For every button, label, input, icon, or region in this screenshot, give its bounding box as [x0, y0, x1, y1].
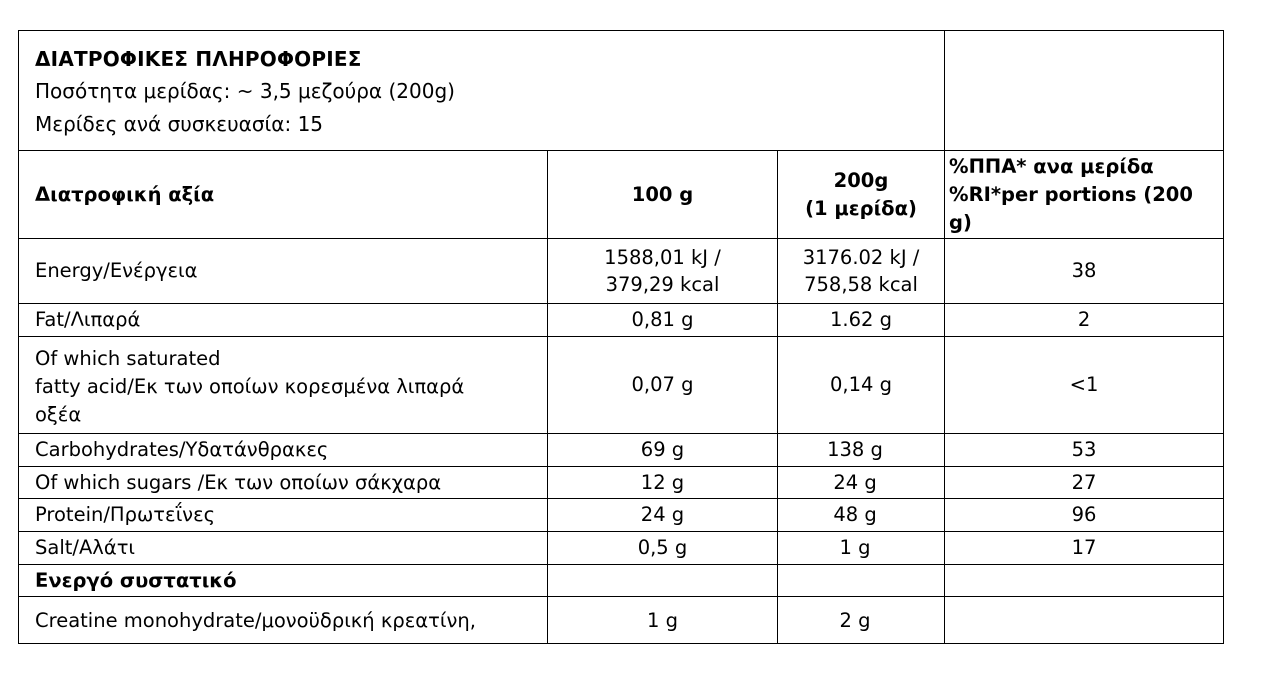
table-row: [19, 336, 1224, 433]
value-energy-200g: [778, 239, 945, 304]
nutrition-header-cell: [19, 31, 945, 151]
value-saturated-fat-ri: <1: [945, 336, 1224, 433]
value-salt-200g: 1 g: [778, 531, 945, 564]
row-label-sugars: Of which sugars /Εκ των οποίων σάκχαρα: [19, 466, 548, 499]
row-label-saturated-fat-line1: Of which saturated: [35, 347, 221, 371]
value-energy-100g: [548, 239, 778, 304]
value-sugars-200g: 24 g: [778, 466, 945, 499]
value-salt-100g: 0,5 g: [548, 531, 778, 564]
servings-per-container-text: Μερίδες ανά συσκευασία: 15: [35, 111, 324, 136]
value-fat-200g: 1.62 g: [778, 304, 945, 337]
table-row: [19, 597, 1224, 644]
value-energy-200g-kj: 3176.02 kJ /: [802, 245, 920, 269]
page-bottom-clip: [0, 646, 1262, 688]
page-title: ΔΙΑΤΡΟΦΙΚΕΣ ΠΛΗΡΟΦΟΡΙΕΣ: [35, 47, 362, 71]
table-row: [19, 304, 1224, 337]
header-empty-cell: [945, 31, 1224, 151]
serving-size-text: Ποσότητα μερίδας: ~ 3,5 μεζούρα (200g): [35, 79, 455, 104]
column-header-per-portion-line2: (1 μερίδα): [805, 196, 917, 220]
column-header-per-portion: [778, 151, 945, 239]
column-header-per-100g: 100 g: [548, 151, 778, 239]
row-label-saturated-fat-line2: fatty acid/Εκ των οποίων κορεσμένα λιπαρά: [35, 375, 465, 399]
row-label-energy: Energy/Ενέργεια: [19, 239, 548, 304]
table-row: [19, 499, 1224, 532]
value-sugars-100g: 12 g: [548, 466, 778, 499]
value-energy-100g-kj: 1588,01 kJ /: [604, 245, 721, 269]
value-creatine-ri: [945, 597, 1224, 644]
value-creatine-100g: 1 g: [548, 597, 778, 644]
table-row: [19, 466, 1224, 499]
row-label-salt: Salt/Αλάτι: [19, 531, 548, 564]
value-saturated-fat-200g: 0,14 g: [778, 336, 945, 433]
value-energy-100g-kcal: 379,29 kcal: [605, 273, 720, 297]
value-active-ingredient-section-200g: [778, 564, 945, 597]
value-saturated-fat-100g: 0,07 g: [548, 336, 778, 433]
row-label-protein: Protein/Πρωτεΐνες: [19, 499, 548, 532]
row-label-active-ingredient-section: Ενεργό συστατικό: [19, 564, 548, 597]
table-row: [19, 433, 1224, 466]
table-row: [19, 239, 1224, 304]
value-fat-100g: 0,81 g: [548, 304, 778, 337]
column-header-ri-line2: %RI*per portions (200 g): [949, 182, 1193, 234]
row-label-saturated-fat-line3: οξέα: [35, 402, 82, 426]
row-label-fat: Fat/Λιπαρά: [19, 304, 548, 337]
value-fat-ri: 2: [945, 304, 1224, 337]
value-protein-200g: 48 g: [778, 499, 945, 532]
column-header-row: [19, 151, 1224, 239]
row-label-saturated-fat: [19, 336, 548, 433]
column-header-reference-intake: [945, 151, 1224, 239]
value-protein-100g: 24 g: [548, 499, 778, 532]
value-salt-ri: 17: [945, 531, 1224, 564]
value-carbohydrates-ri: 53: [945, 433, 1224, 466]
value-energy-ri: 38: [945, 239, 1224, 304]
row-label-creatine-monohydrate: Creatine monohydrate/μονοϋδρική κρεατίνη,: [19, 597, 548, 644]
table-row: [19, 531, 1224, 564]
value-sugars-ri: 27: [945, 466, 1224, 499]
row-label-carbohydrates: Carbohydrates/Υδατάνθρακες: [19, 433, 548, 466]
value-energy-200g-kcal: 758,58 kcal: [804, 273, 918, 297]
column-header-ri-line1: %ΠΠΑ* ανα μερίδα: [949, 155, 1154, 179]
value-protein-ri: 96: [945, 499, 1224, 532]
value-carbohydrates-200g: 138 g: [778, 433, 945, 466]
table-header-block: [19, 31, 1224, 151]
table-row: [19, 564, 1224, 597]
value-creatine-200g: 2 g: [778, 597, 945, 644]
value-carbohydrates-100g: 69 g: [548, 433, 778, 466]
value-active-ingredient-section-ri: [945, 564, 1224, 597]
column-header-per-portion-line1: 200g: [833, 169, 889, 193]
column-header-name: Διατροφική αξία: [19, 151, 548, 239]
nutrition-information-table: [18, 30, 1224, 644]
value-active-ingredient-section-100g: [548, 564, 778, 597]
